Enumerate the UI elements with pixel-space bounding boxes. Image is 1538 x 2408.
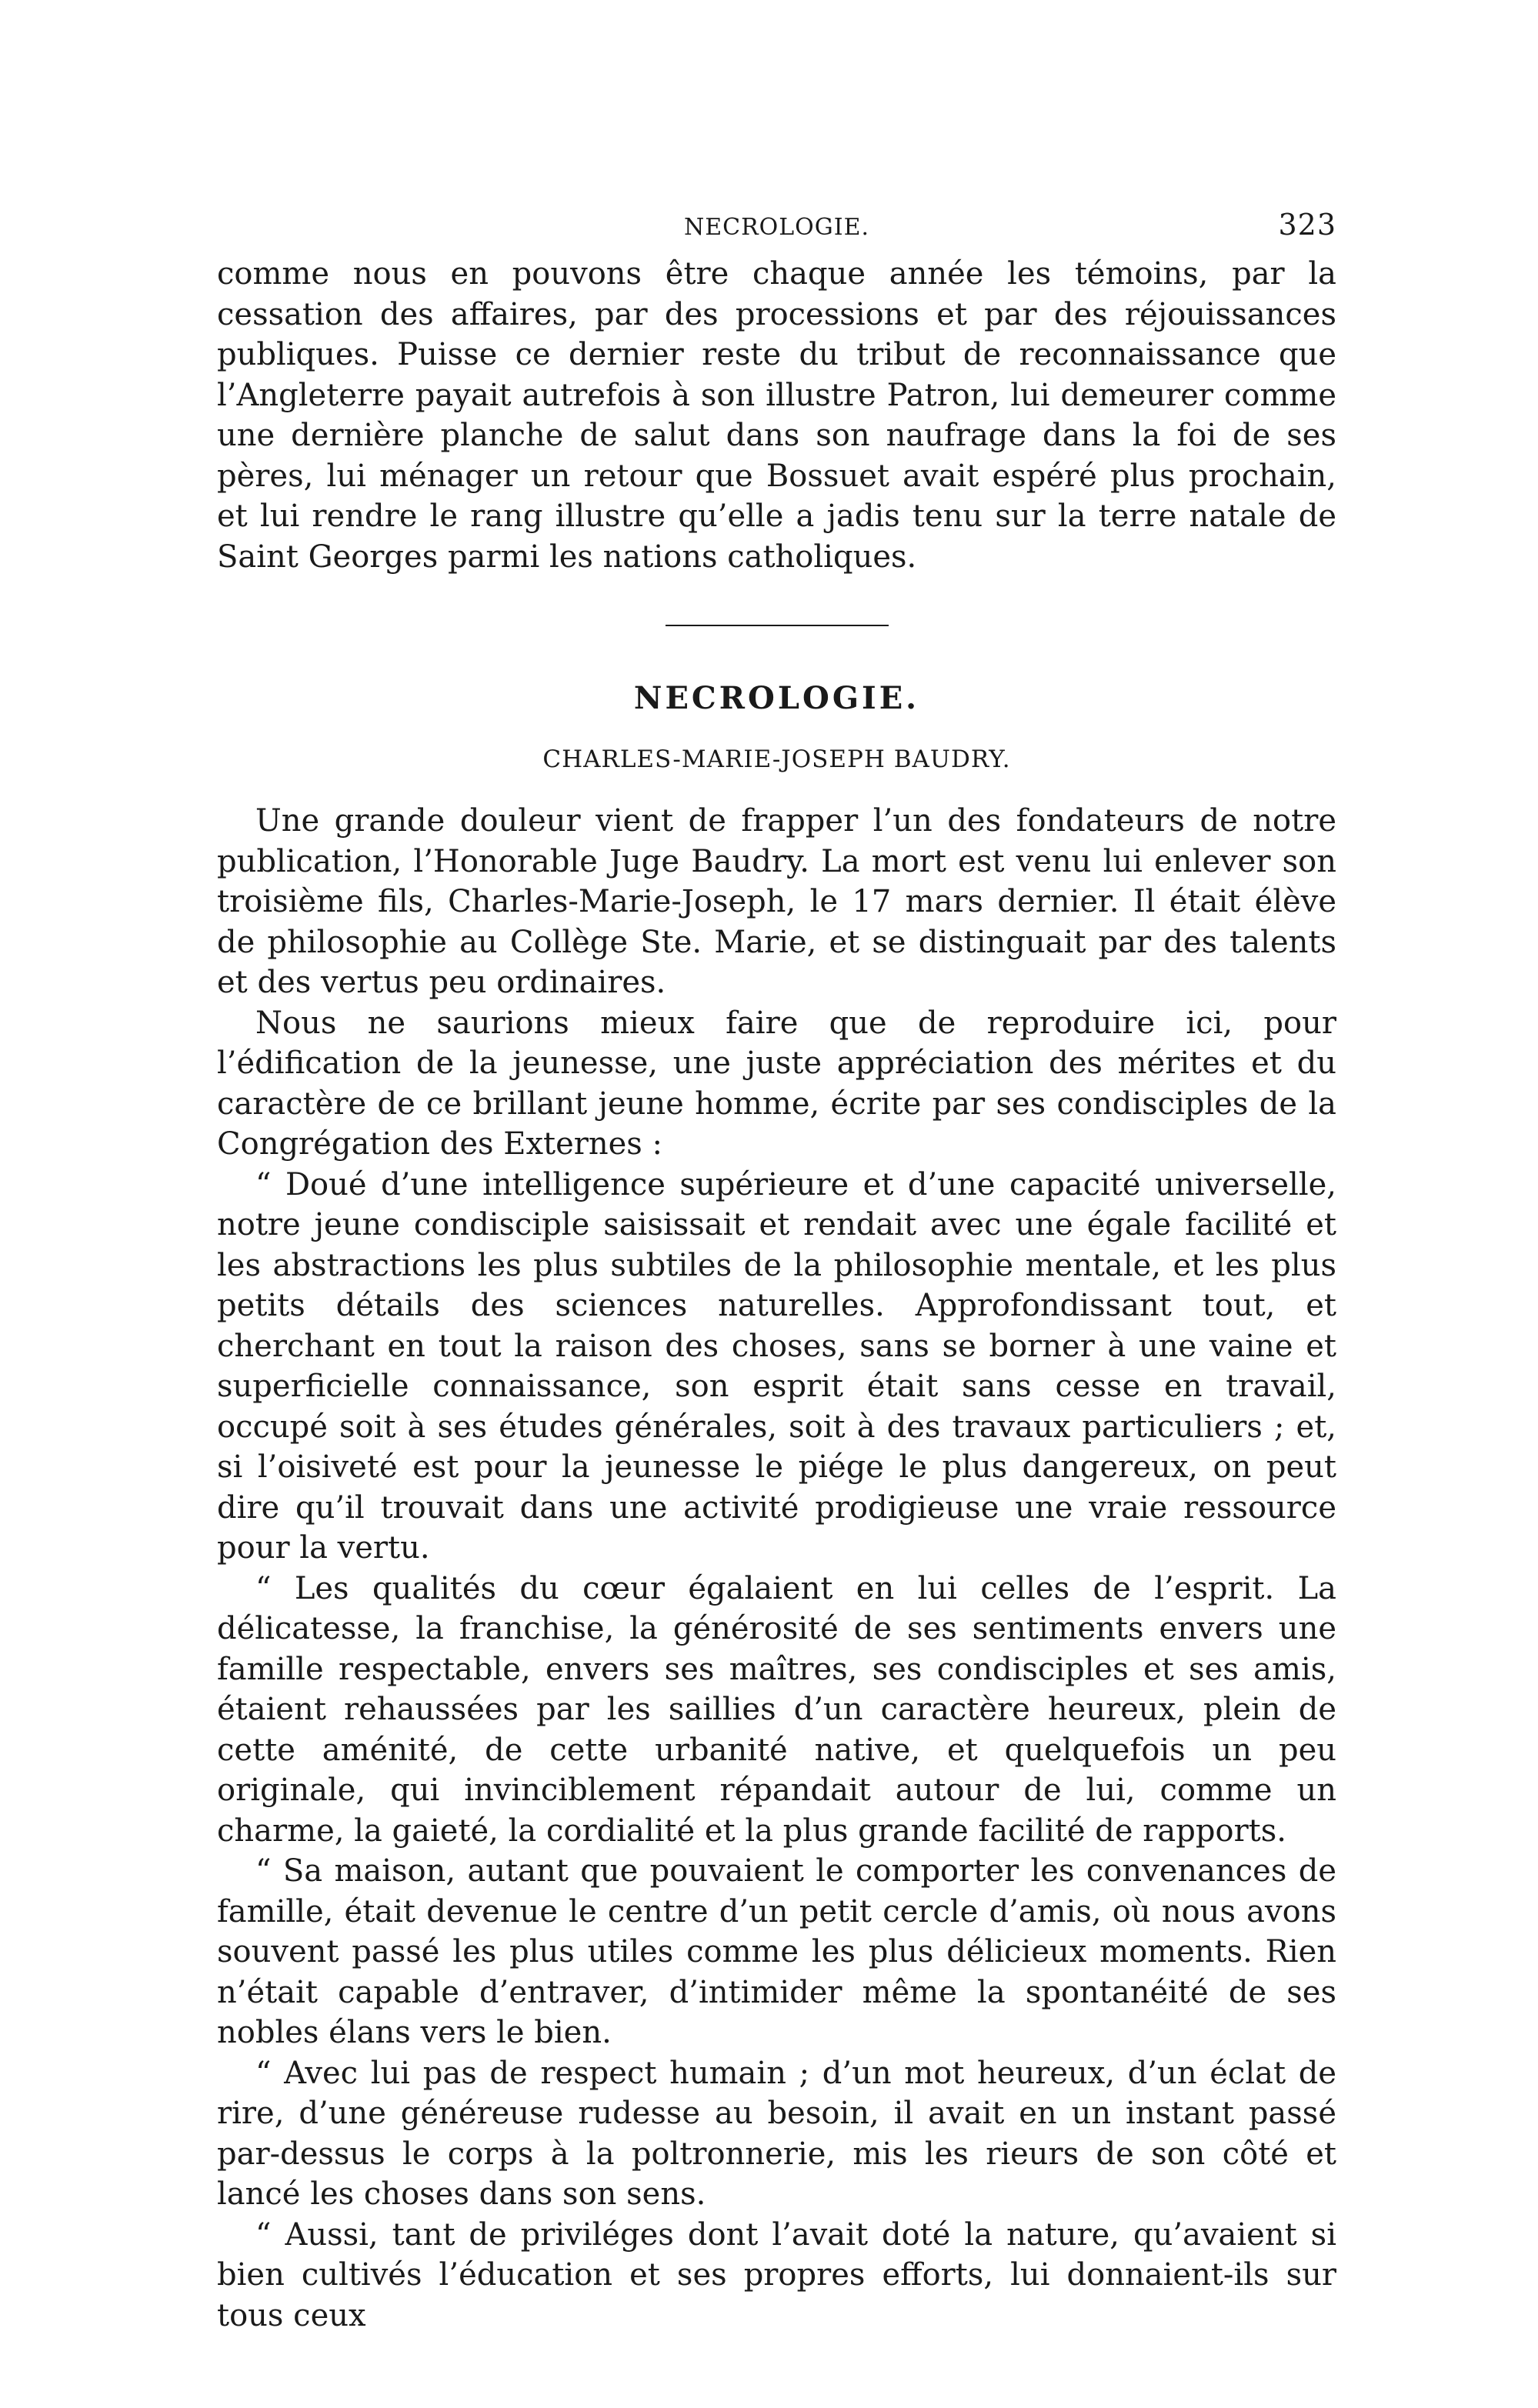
page-number: 323 [1278, 208, 1336, 242]
running-title: NECROLOGIE. [683, 214, 870, 241]
paragraph: “ Avec lui pas de respect humain ; d’un mot heureux, d’un éclat de rire, d’une généreuse rudesse au besoin, il avait en un instant passé par-dessus le corps à la poltronnerie, mis les rieurs de son côté et lancé les choses dans son sens. [217, 2055, 1336, 2212]
book-page [217, 208, 1336, 2336]
paragraph: “ Sa maison, autant que pouvaient le comporter les convenances de famille, était devenue le centre d’un petit cercle d’amis, où nous avons souvent passé les plus utiles comme les plus délicieux moments. Rien n’était capable d’entraver, d’intimider même la spontanéité de ses nobles élans vers le bien. [217, 1853, 1336, 2050]
running-head [217, 208, 1336, 254]
paragraph: “ Doué d’une intelligence supérieure et d’une capacité universelle, notre jeune condisciple saisissait et rendait avec une égale facilité et les abstractions les plus subtiles de la philosophie mentale, et les plus petits détails des sciences naturelles. Approfondissant tout, et cherchant en tout la raison des choses, sans se borner à une vaine et superficielle connaissance, son esprit était sans cesse en travail, occupé soit à ses études générales, soit à des travaux particuliers ; et, si l’oisiveté est pour la jeunesse le piége le plus dangereux, on peut dire qu’il trouvait dans une activité prodigieuse une vraie ressource pour la vertu. [217, 1166, 1336, 1566]
paragraph: Une grande douleur vient de frapper l’un des fondateurs de notre publication, l’Honorable Juge Baudry. La mort est venu lui enlever son troisième fils, Charles-Marie-Joseph, le 17 mars dernier. Il était élève de philosophie au Collège Ste. Marie, et se distinguait par des talents et des vertus peu ordinaires. [217, 803, 1336, 1000]
section-subtitle: CHARLES-MARIE-JOSEPH BAUDRY. [542, 745, 1011, 773]
section-divider [666, 625, 889, 626]
paragraph: “ Les qualités du cœur égalaient en lui celles de l’esprit. La délicatesse, la franchise, la générosité de ses sentiments envers une famille respectable, envers ses maîtres, ses condisciples et ses amis, étaient rehaussées par les saillies d’un caractère heureux, plein de cette aménité, de cette urbanité native, et quelquefois un peu originale, qui invinciblement répandait autour de lui, comme un charme, la gaieté, la cordialité et la plus grande facilité de rapports. [217, 1570, 1336, 1849]
continuation-paragraph: comme nous en pouvons être chaque année les témoins, par la cessation des affaires, par des processions et par des réjouissances publiques. Puisse ce dernier reste du tribut de reconnaissance que l’Angleterre payait autrefois à son illustre Patron, lui demeurer comme une dernière planche de salut dans son naufrage dans la foi de ses pères, lui ménager un retour que Bossuet avait espéré plus prochain, et lui rendre le rang illustre qu’elle a jadis tenu sur la terre natale de Saint Georges parmi les nations catholiques. [217, 256, 1336, 575]
paragraph: Nous ne saurions mieux faire que de reproduire ici, pour l’édification de la jeunesse, une juste appréciation des mérites et du caractère de ce brillant jeune homme, écrite par ses condisciples de la Congrégation des Externes : [217, 1005, 1336, 1162]
paragraph: “ Aussi, tant de priviléges dont l’avait doté la nature, qu’avaient si bien cultivés l’éducation et ses propres efforts, lui donnaient-ils sur tous ceux [217, 2216, 1336, 2333]
section-title: NECROLOGIE. [633, 680, 920, 716]
